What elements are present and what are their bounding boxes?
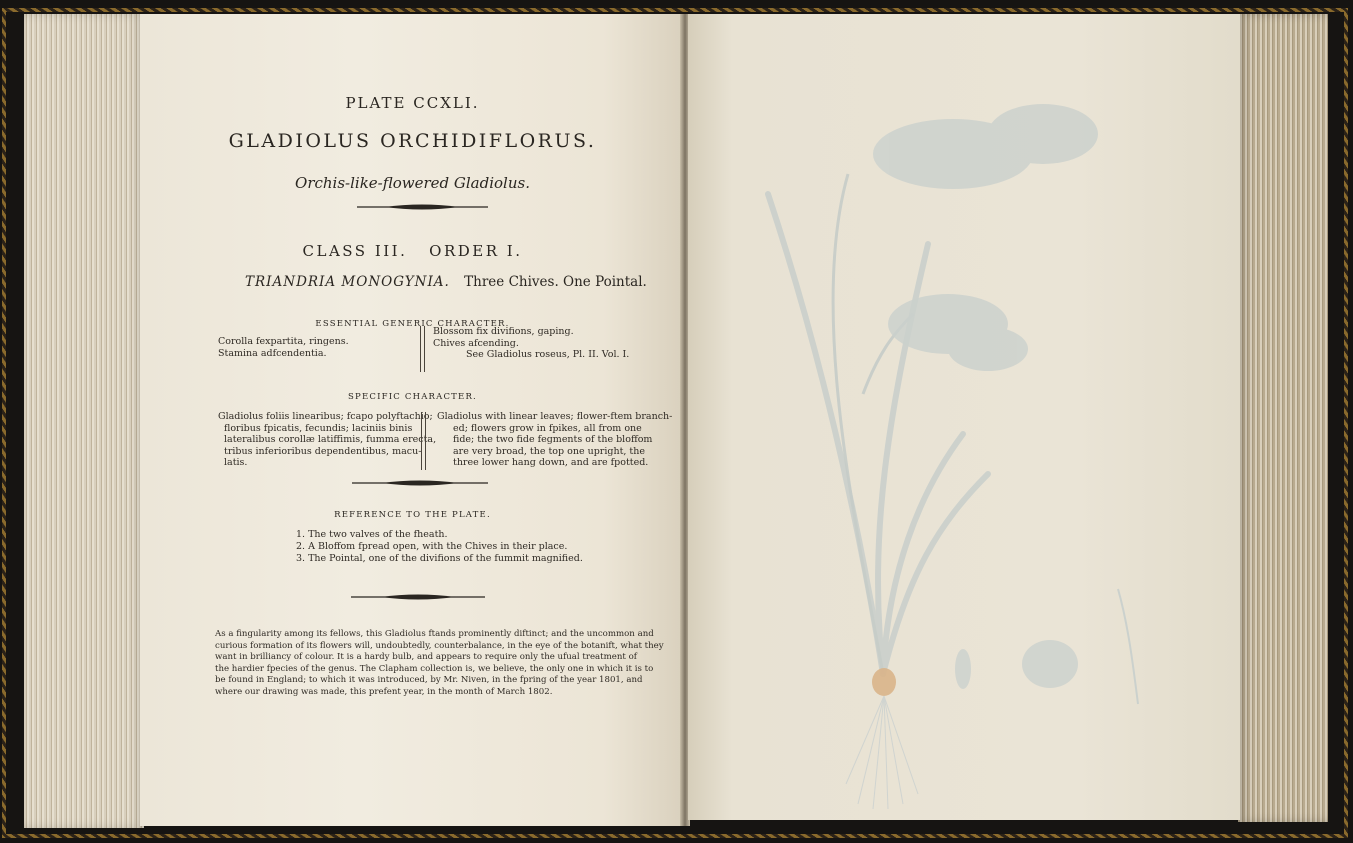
generic-english-line: Blossom fix divifions, gaping. [433,326,574,337]
specific-english [437,411,673,469]
specific-latin-line: Gladiolus foliis linearibus; fcapo polyftachio; [218,411,433,422]
specific-english-line: are very broad, the top one upright, the [453,445,645,457]
specific-latin-line: tribus inferioribus dependentibus, macu- [224,445,422,457]
reference-item: 3. The Pointal, one of the divifions of the fummit magnified. [296,553,583,564]
description-line: As a fingularity among its fellows, this Gladiolus ftands prominently diftinct; and the uncommon and [215,629,654,639]
leaf-shape [768,194,883,674]
linnean-english: Three Chives. One Pointal. [464,274,647,290]
reference-list [296,529,583,565]
description-paragraph [215,629,664,699]
specific-english-line: three lower hang down, and are fpotted. [453,457,649,469]
english-name: Orchis-like-flowered Gladiolus. [295,174,530,192]
roots [846,696,918,809]
left-page [140,14,685,826]
linnean-class: TRIANDRIA MONOGYNIA. [245,274,450,290]
reference-item: 2. A Bloffom fpread open, with the Chives in their place. [296,541,568,552]
reference-heading: REFERENCE TO THE PLATE. [334,510,491,520]
flower-cluster [948,327,1028,371]
pointal-detail [1118,589,1138,704]
vertical-divider [420,326,425,372]
description-line: be found in England; to which it was introduced, by Mr. Niven, in the fpring of the year 1801, and [215,675,643,686]
specific-latin [218,411,437,469]
generic-latin-line: Stamina adfcendentia. [218,347,327,359]
generic-see-reference: See Gladiolus roseus, Pl. II. Vol. I. [466,349,630,361]
specific-heading: SPECIFIC CHARACTER. [348,392,477,402]
generic-english-line: Chives afcending. [433,337,519,349]
generic-english [433,326,629,361]
flower-cluster [988,104,1098,164]
species-title: GLADIOLUS ORCHIDIFLORUS. [228,130,597,152]
right-page-edges [1238,14,1328,822]
specific-latin-line: lateralibus corollæ latiffimis, fumma erecta, [224,434,437,446]
specific-english-line: Gladiolus with linear leaves; flower-ftem branch- [437,411,673,422]
generic-latin-line: Corolla fexpartita, ringens. [218,336,349,347]
specific-english-line: ed; flowers grow in fpikes, all from one [453,422,642,434]
bulb [872,668,896,696]
ornamental-rule-2 [350,478,490,488]
description-line: want in brilliancy of colour. It is a hardy bulb, and appears to require only the ufual treatment of [215,652,637,663]
generic-latin [218,336,349,359]
ornamental-rule-1 [355,202,490,212]
plant-show-through-illustration [688,14,1240,820]
specific-latin-line: latis. [224,457,248,469]
specific-english-line: fide; the two fide fegments of the bloffom [453,434,653,446]
reference-item: 1. The two valves of the fheath. [296,529,448,540]
generic-heading: ESSENTIAL GENERIC CHARACTER. [315,319,510,329]
specific-latin-line: floribus fpicatis, fecundis; laciniis binis [224,422,413,434]
description-line: curious formation of its flowers will, undoubtedly, counterbalance, in the eye of the botanift, what they [215,640,664,651]
dissected-sheath [955,649,971,689]
linnean-line [245,274,647,290]
right-page [688,14,1240,820]
left-page-edges [24,14,144,828]
class-order: CLASS III. ORDER I. [302,242,523,260]
description-line: where our drawing was made, this prefent year, in the month of March 1802. [215,686,553,697]
vertical-divider [421,412,426,470]
ornamental-rule-3 [349,592,487,602]
plate-number: PLATE CCXLI. [345,94,480,112]
description-line: the hardier fpecies of the genus. The Clapham collection is, we believe, the only one in which it is to [215,663,654,674]
dissected-blossom [1022,640,1078,688]
